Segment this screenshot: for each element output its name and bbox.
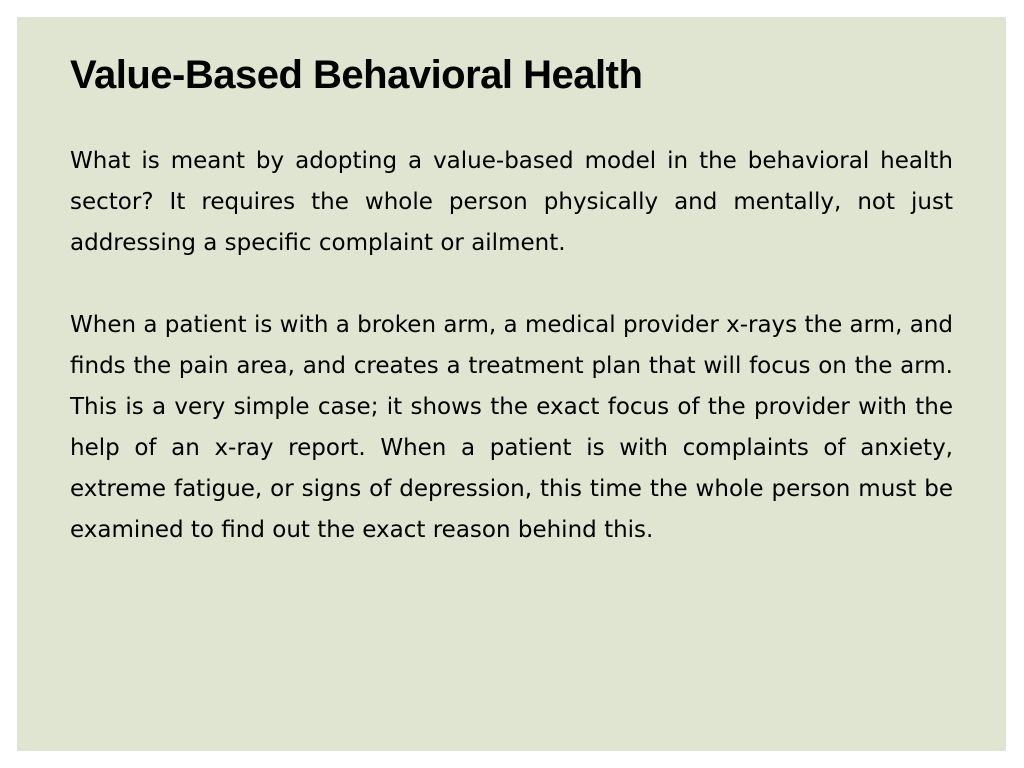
- slide-title: Value-Based Behavioral Health: [70, 53, 643, 97]
- paragraph-example: When a patient is with a broken arm, a medical provider x-rays the arm, and finds the pain area, and creates a treatment plan that will focus on the arm. This is a very simple case; it shows the exact focus of the provider with the help of an x-ray report. When a patient is with complaints of anxiety, extreme fatigue, or signs of depression, this time the whole person must be examined to find out the exact reason behind this.: [70, 312, 953, 543]
- slide-panel: [17, 17, 1006, 751]
- slide-body: [70, 141, 953, 551]
- paragraph-intro: What is meant by adopting a value-based model in the behavioral health sector? It requires the whole person physically and mentally, not just addressing a specific complaint or ailment.: [70, 148, 953, 256]
